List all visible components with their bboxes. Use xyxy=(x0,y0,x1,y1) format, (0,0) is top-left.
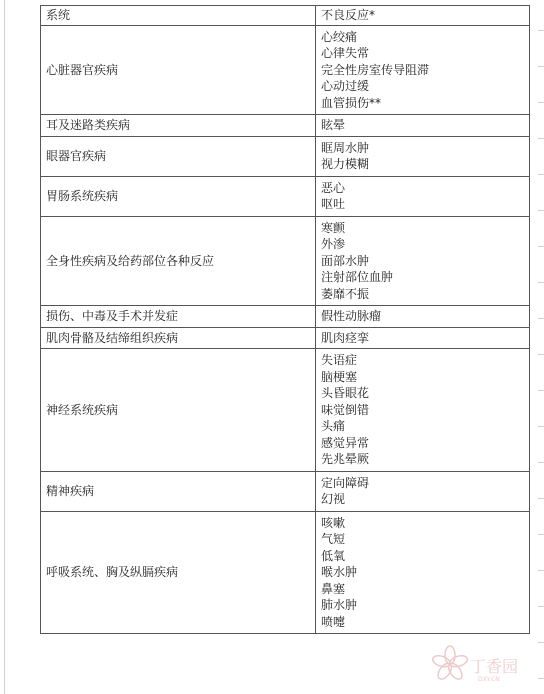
reaction-term: 气短 xyxy=(321,532,346,546)
reactions-cell xyxy=(316,25,530,115)
edge-tick xyxy=(538,318,544,319)
table-row xyxy=(41,349,530,472)
system-category-cell: 胃肠系统疾病 xyxy=(41,176,316,216)
edge-tick xyxy=(538,534,544,535)
edge-tick xyxy=(538,102,544,103)
table-row xyxy=(41,115,530,137)
reaction-term: 肌肉痉挛 xyxy=(321,330,370,345)
reaction-term: 注射部位血肿 xyxy=(321,270,394,284)
system-category-cell: 神经系统疾病 xyxy=(41,349,316,472)
watermark-subtext: DXY.CN xyxy=(478,676,500,683)
reaction-term: 血管损伤** xyxy=(321,95,382,110)
reaction-term: 鼻塞 xyxy=(321,581,346,596)
edge-tick xyxy=(538,282,544,283)
flower-logo-icon xyxy=(430,644,470,684)
reaction-term: 味觉倒错 xyxy=(321,402,370,417)
edge-tick xyxy=(538,138,544,139)
reaction-term: 肺水肿 xyxy=(321,598,358,612)
reaction-term: 头昏眼花 xyxy=(321,386,370,400)
reactions-cell xyxy=(316,306,530,328)
table-row xyxy=(41,327,530,349)
reactions-cell xyxy=(316,115,530,137)
edge-tick xyxy=(538,246,544,247)
edge-tick xyxy=(538,570,544,571)
reaction-term: 假性动脉瘤 xyxy=(321,309,382,323)
system-category-cell: 全身性疾病及给药部位各种反应 xyxy=(41,216,316,306)
reaction-term: 定向障碍 xyxy=(321,475,370,490)
table-row xyxy=(41,25,530,115)
reactions-cell xyxy=(316,471,530,511)
reactions-cell xyxy=(316,216,530,306)
reaction-term: 头痛 xyxy=(321,419,346,433)
reaction-term: 呕吐 xyxy=(321,197,346,211)
table-row xyxy=(41,176,530,216)
system-category-cell: 精神疾病 xyxy=(41,471,316,511)
reaction-term: 咳嗽 xyxy=(321,515,346,530)
reaction-term: 先兆晕厥 xyxy=(321,452,370,466)
reaction-term: 面部水肿 xyxy=(321,253,370,268)
page-left-border xyxy=(0,0,5,694)
reaction-term: 萎靡不振 xyxy=(321,286,370,301)
edge-tick xyxy=(538,210,544,211)
system-category-cell: 呼吸系统、胸及纵膈疾病 xyxy=(41,511,316,634)
reactions-cell xyxy=(316,349,530,472)
edge-tick xyxy=(538,174,544,175)
reaction-term: 喷嚏 xyxy=(321,614,346,629)
reaction-term: 心绞痛 xyxy=(321,29,358,44)
reactions-cell xyxy=(316,176,530,216)
system-category-cell: 眼器官疾病 xyxy=(41,136,316,176)
edge-tick xyxy=(538,462,544,463)
system-category-cell: 肌肉骨骼及结缔组织疾病 xyxy=(41,327,316,349)
reaction-term: 眶周水肿 xyxy=(321,140,370,155)
system-category-cell: 损伤、中毒及手术并发症 xyxy=(41,306,316,328)
page-right-edge-ticks xyxy=(536,0,544,694)
system-category-cell: 心脏器官疾病 xyxy=(41,25,316,115)
reaction-term: 感觉异常 xyxy=(321,435,370,450)
table-row xyxy=(41,216,530,306)
edge-tick xyxy=(538,354,544,355)
reaction-term: 寒颤 xyxy=(321,220,346,235)
edge-tick xyxy=(538,390,544,391)
edge-tick xyxy=(538,606,544,607)
table-row xyxy=(41,471,530,511)
edge-tick xyxy=(538,498,544,499)
reaction-term: 脑梗塞 xyxy=(321,369,358,384)
reaction-term: 视力模糊 xyxy=(321,157,370,171)
reaction-term: 心动过缓 xyxy=(321,79,370,93)
watermark-text: 丁香园 xyxy=(470,657,519,676)
reaction-term: 幻视 xyxy=(321,492,346,506)
header-reactions-cell: 不良反应* xyxy=(316,6,530,26)
reaction-term: 外渗 xyxy=(321,237,346,251)
reactions-cell xyxy=(316,327,530,349)
edge-tick xyxy=(538,66,544,67)
reaction-term: 恶心 xyxy=(321,180,346,195)
edge-tick xyxy=(538,30,544,31)
reaction-term: 失语症 xyxy=(321,353,358,367)
reaction-term: 喉水肿 xyxy=(321,565,358,579)
system-category-cell: 耳及迷路类疾病 xyxy=(41,115,316,137)
table-row xyxy=(41,511,530,634)
reactions-cell xyxy=(316,511,530,634)
watermark xyxy=(430,640,540,690)
table-row xyxy=(41,136,530,176)
reaction-term: 眩晕 xyxy=(321,118,346,132)
header-system-cell: 系统 xyxy=(41,6,316,26)
reaction-term: 心律失常 xyxy=(321,46,370,60)
reaction-term: 完全性房室传导阻滞 xyxy=(321,62,430,77)
reaction-term: 低氧 xyxy=(321,548,346,563)
adverse-reactions-table xyxy=(40,5,530,634)
table-header-row xyxy=(41,6,530,26)
table-row xyxy=(41,306,530,328)
reactions-cell xyxy=(316,136,530,176)
edge-tick xyxy=(538,426,544,427)
